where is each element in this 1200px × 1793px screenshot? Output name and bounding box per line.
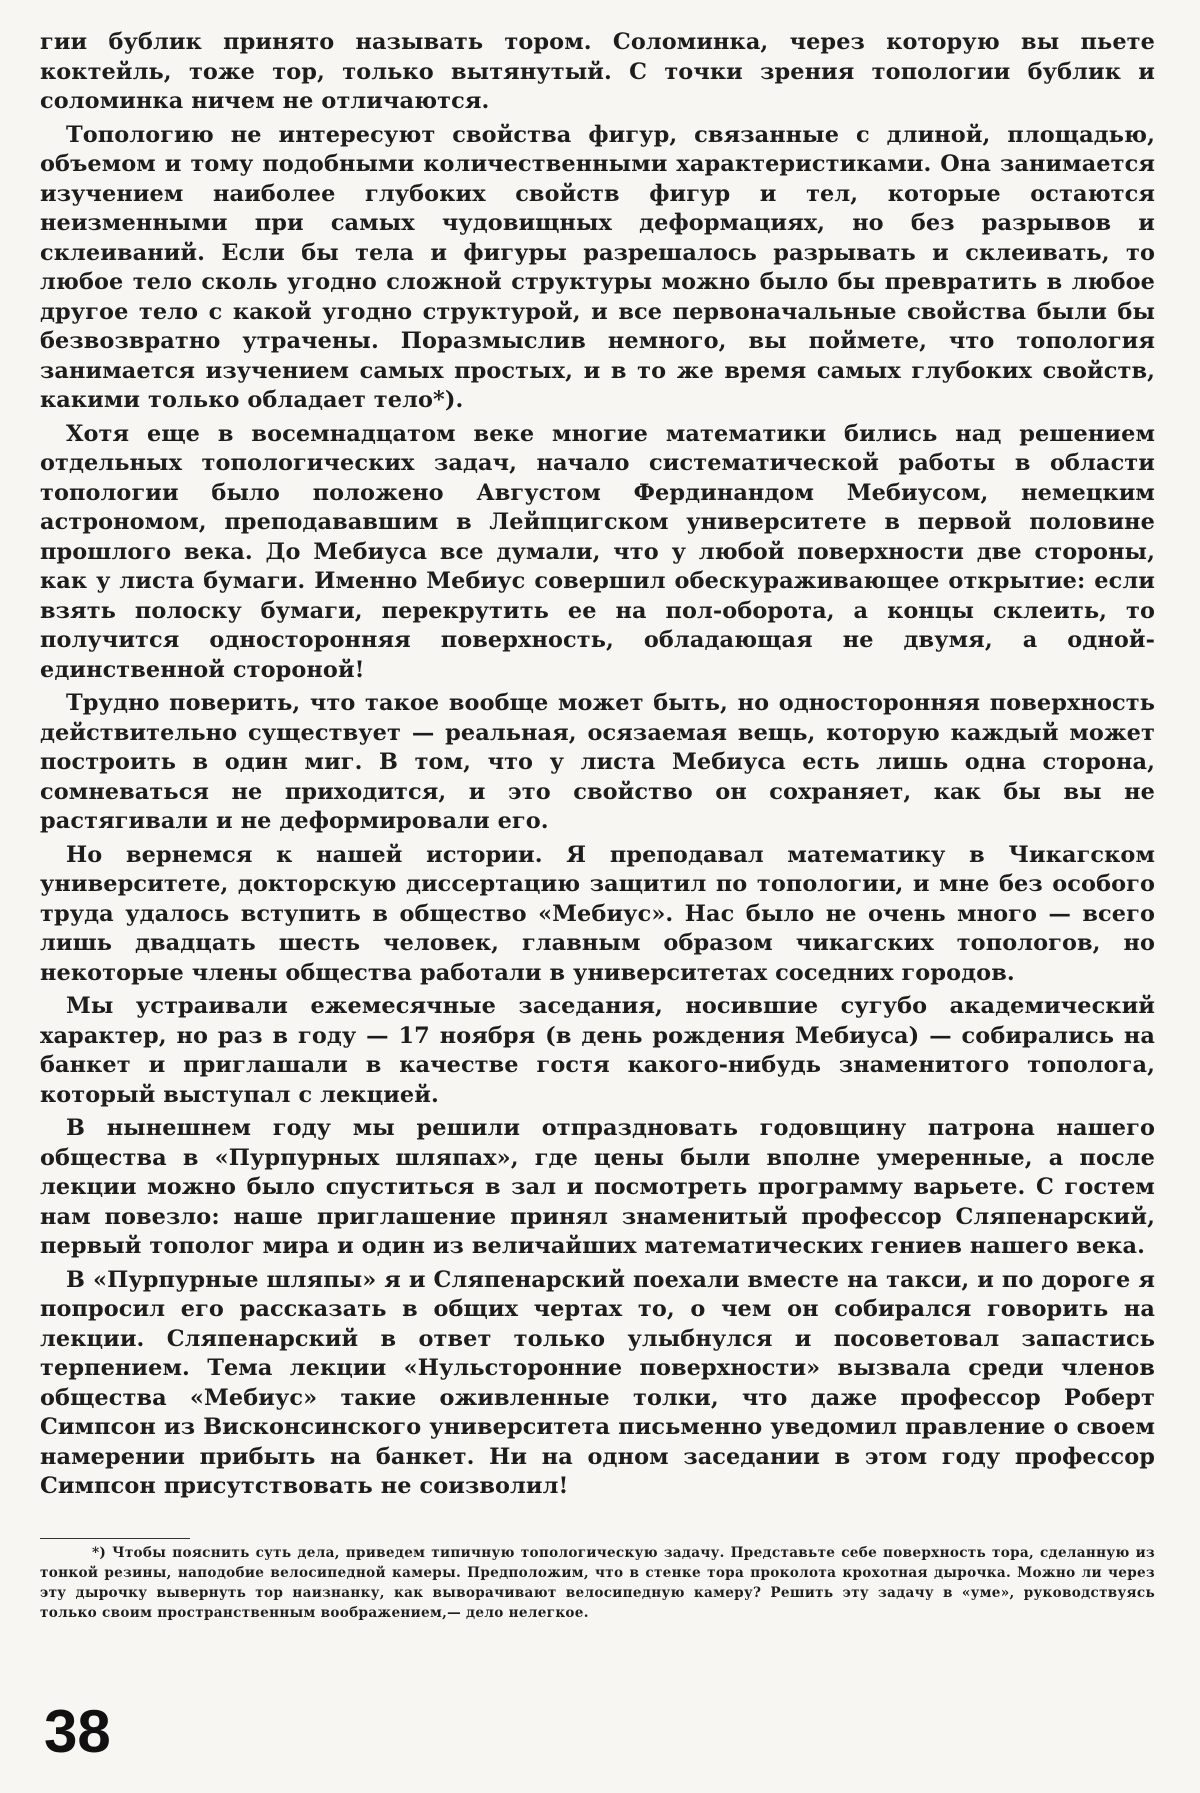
page-number: 38 (44, 1698, 111, 1765)
paragraph-one-sided-surface: Трудно поверить, что такое вообще может быть, но односторонняя поверхность действительно существует — реальная, осязаемая вещь, которую каждый может построить в один миг. В том, что у листа Мебиуса есть лишь одна сторона, сомневаться не приходится, и это свойство он сохраняет, как бы вы не растягивали и не деформировали его. (40, 690, 1155, 834)
paragraph-continuation: гии бублик принято называть тором. Соломинка, через которую вы пьете коктейль, тоже тор, только вытянутый. С точки зрения топологии бублик и соломинка ничем не отличаются. (40, 29, 1155, 114)
paragraph-banquet: В нынешнем году мы решили отпраздновать годовщину патрона нашего общества в «Пурпурных шляпах», где цены были вполне умеренные, а после лекции можно было спуститься в зал и посмотреть программу варьете. С гостем нам повезло: наше приглашение принял знаменитый профессор Сляпенарский, первый тополог мира и один из величайших математических гениев нашего века. (40, 1115, 1155, 1259)
footnote-divider (40, 1538, 190, 1539)
paragraph-taxi-ride: В «Пурпурные шляпы» я и Сляпенарский поехали вместе на такси, и по дороге я попросил его рассказать в общих чертах то, о чем он собирался говорить на лекции. Сляпенарский в ответ только улыбнулся и посоветовал запастись терпением. Тема лекции «Нульсторонние поверхности» вызвала среди членов общества «Мебиус» такие оживленные толки, что даже профессор Роберт Симпсон из Висконсинского университета письменно уведомил правление о своем намерении прибыть на банкет. Ни на одном заседании в этом году профессор Симпсон присутствовать не соизволил! (40, 1266, 1155, 1499)
paragraph-monthly-meetings: Мы устраивали ежемесячные заседания, носившие сугубо академический характер, но раз в году — 17 ноября (в день рождения Мебиуса) — собирались на банкет и приглашали в качестве гостя какого-нибудь знаменитого тополога, который выступал с лекцией. (40, 993, 1155, 1108)
paragraph-topology-properties: Топологию не интересуют свойства фигур, связанные с длиной, площадью, объемом и тому подобными количественными характеристиками. Она занимается изучением наиболее глубоких свойств фигур и тел, которые остаются неизменными при самых чудовищных деформациях, но без разрывов и склеиваний. Если бы тела и фигуры разрешалось разрывать и склеивать, то любое тело сколь угодно сложной структуры можно было бы превратить в любое другое тело с какой угодно структурой, и все первоначальные свойства были бы безвозвратно утрачены. Поразмыслив немного, вы поймете, что топология занимается изучением самых простых, и в то же время самых глубоких свойств, какими только обладает тело*). (40, 121, 1155, 413)
paragraph-chicago-society: Но вернемся к нашей истории. Я преподавал математику в Чикагском университете, докторскую диссертацию защитил по топологии, и мне без особого труда удалось вступить в общество «Мебиус». Нас было не очень много — всего лишь двадцать шесть человек, главным образом чикагских топологов, но некоторые члены общества работали в университетах соседних городов. (40, 841, 1155, 986)
main-text (40, 28, 1155, 1506)
paragraph-mobius-history: Хотя еще в восемнадцатом веке многие математики бились над решением отдельных топологических задач, начало систематической работы в области топологии было положено Августом Фердинандом Мебиусом, немецким астрономом, преподававшим в Лейпцигском университете в первой половине прошлого века. До Мебиуса все думали, что у любой поверхности две стороны, как у листа бумаги. Именно Мебиус совершил обескураживающее открытие: если взять полоску бумаги, перекрутить ее на пол-оборота, а концы склеить, то получится односторонняя поверхность, обладающая не двумя, а одной-единственной стороной! (40, 420, 1155, 683)
footnote: *) Чтобы пояснить суть дела, приведем типичную топологическую задачу. Представьте себе поверхность тора, сделанную из тонкой резины, наподобие велосипедной камеры. Предположим, что в стенке тора проколота крохотная дырочка. Можно ли через эту дырочку вывернуть тор наизнанку, как выворачивают велосипедную камеру? Решить эту задачу в «уме», руководствуясь только своим пространственным воображением,— дело нелегкое. (40, 1545, 1155, 1621)
